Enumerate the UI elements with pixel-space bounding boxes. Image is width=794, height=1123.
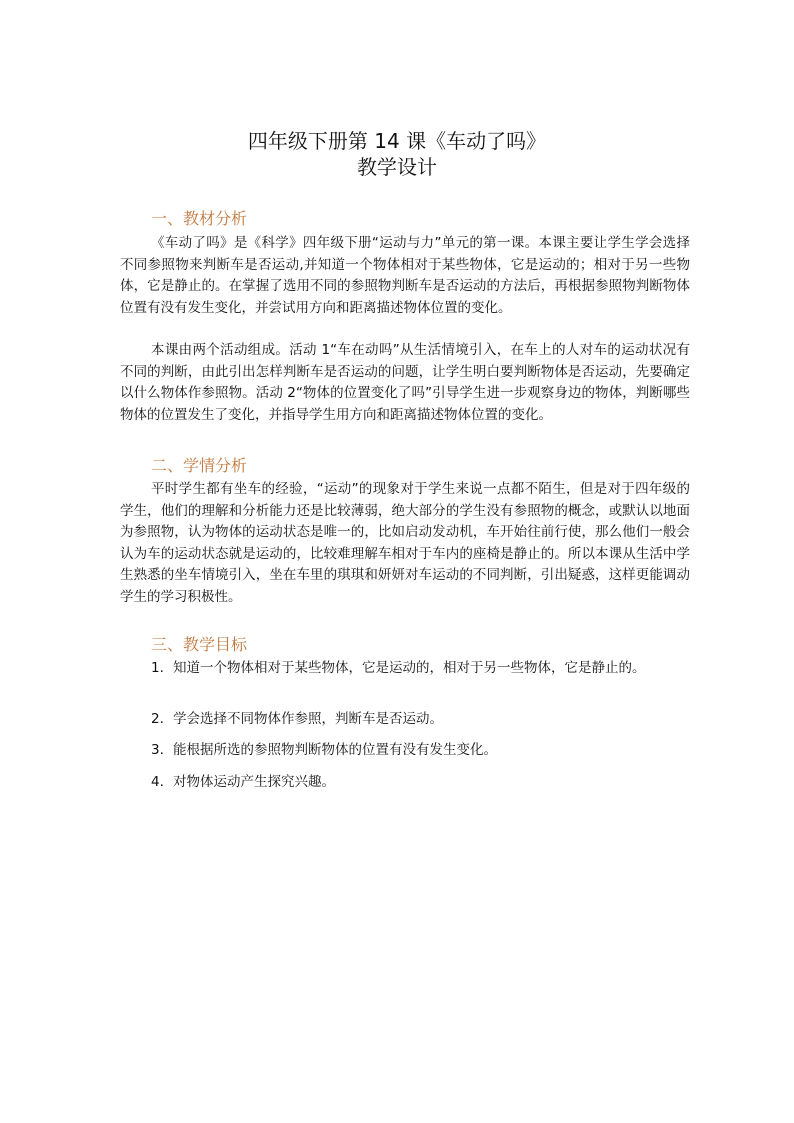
- goal-text: 对物体运动产生探究兴趣。: [173, 774, 335, 790]
- goal-number: 2.: [151, 711, 164, 727]
- paragraph-materials-2: 本课由两个活动组成。活动 1“车在动吗”从生活情境引入，在车上的人对车的运动状况有不同的判断，由此引出怎样判断车是否运动的问题，让学生明白要判断物体是否运动，先要确定以什么物体作参照物。活动 2“物体的位置变化了吗”引导学生进一步观察身边的物体，判断哪些物体的位置发生了变化，并指导学生用方向和距离描述物体位置的变化。: [120, 342, 690, 423]
- goal-text: 能根据所选的参照物判断物体的位置有没有发生变化。: [173, 742, 497, 758]
- goal-item: [120, 657, 690, 679]
- goal-text: 知道一个物体相对于某些物体，它是运动的，相对于另一些物体，它是静止的。: [173, 660, 646, 676]
- section-heading-materials: 一、教材分析: [151, 209, 248, 228]
- goal-text: 学会选择不同物体作参照，判断车是否运动。: [173, 711, 443, 727]
- goal-item: [120, 708, 690, 730]
- document-title: 四年级下册第 14 课《车动了吗》: [247, 129, 547, 153]
- goal-item: [120, 739, 690, 761]
- paragraph-students-1: 平时学生都有坐车的经验，“运动”的现象对于学生来说一点都不陌生，但是对于四年级的学生，他们的理解和分析能力还是比较薄弱，绝大部分的学生没有参照物的概念，或默认以地面为参照物，认为物体的运动状态是唯一的，比如启动发动机，车开始往前行使，那么他们一般会认为车的运动状态就是运动的，比较难理解车相对于车内的座椅是静止的。所以本课从生活中学生熟悉的坐车情境引入，坐在车里的琪琪和妍妍对车运动的不同判断，引出疑惑，这样更能调动学生的学习积极性。: [120, 481, 690, 605]
- paragraph-materials-1: 《车动了吗》是《科学》四年级下册“运动与力”单元的第一课。本课主要让学生学会选择不同参照物来判断车是否运动,并知道一个物体相对于某些物体，它是运动的；相对于另一些物体，它是静止的。在掌握了选用不同的参照物判断车是否运动的方法后，再根据参照物判断物体位置有没有发生变化，并尝试用方向和距离描述物体位置的变化。: [120, 235, 690, 316]
- goal-number: 3.: [151, 742, 164, 758]
- section-heading-students: 二、学情分析: [151, 456, 248, 475]
- goal-number: 4.: [151, 774, 164, 790]
- goal-item: [120, 771, 690, 793]
- section-heading-goals: 三、教学目标: [151, 635, 248, 654]
- goal-number: 1.: [151, 660, 164, 676]
- document-subtitle: 教学设计: [357, 155, 437, 179]
